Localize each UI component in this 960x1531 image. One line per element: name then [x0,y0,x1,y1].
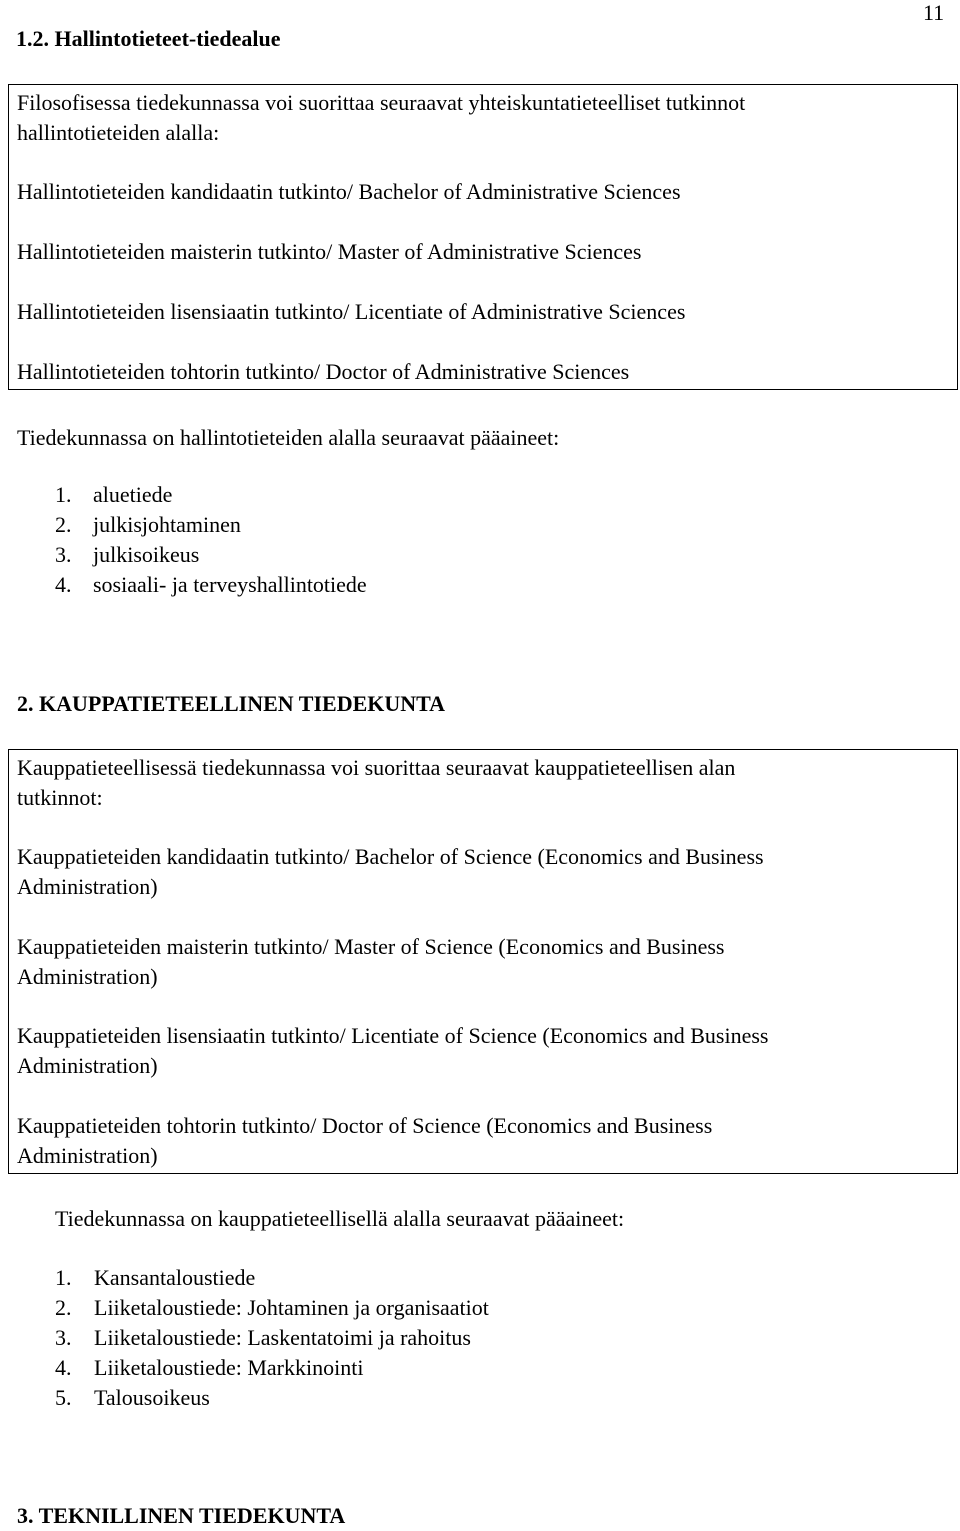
degree-item: Kauppatieteiden lisensiaatin tutkinto/ Licentiate of Science (Economics and Business [17,1023,769,1048]
list-text: aluetiede [93,482,173,507]
degree-item: Kauppatieteiden maisterin tutkinto/ Master of Science (Economics and Business [17,934,725,959]
list-item [55,480,367,510]
degree-item: Kauppatieteiden tohtorin tutkinto/ Doctor of Science (Economics and Business [17,1113,713,1138]
list-item [55,570,367,600]
section-heading-1-2: 1.2. Hallintotieteet-tiedealue [16,26,281,51]
list-item [55,1383,489,1413]
intro-text: tutkinnot: [17,785,103,810]
list-text: julkisoikeus [93,542,200,567]
list-item [55,1353,489,1383]
degree-item: Administration) [17,1053,158,1078]
list-number: 2. [55,1295,72,1320]
list-number: 1. [55,482,72,507]
intro-text: hallintotieteiden alalla: [17,120,220,145]
list-number: 4. [55,572,72,597]
section-heading-2: 2. KAUPPATIETEELLINEN TIEDEKUNTA [17,691,446,716]
list-item [55,540,367,570]
degree-item: Administration) [17,1143,158,1168]
list-number: 3. [55,542,72,567]
page-number: 11 [923,0,945,25]
list-item [55,1263,489,1293]
degree-item: Hallintotieteiden maisterin tutkinto/ Master of Administrative Sciences [17,239,642,264]
list-item [55,1323,489,1353]
list-number: 5. [55,1385,72,1410]
list-item [55,1293,489,1323]
list-number: 3. [55,1325,72,1350]
list-number: 4. [55,1355,72,1380]
list-text: Liiketaloustiede: Laskentatoimi ja rahoitus [94,1325,471,1350]
section-heading-3: 3. TEKNILLINEN TIEDEKUNTA [17,1503,346,1528]
list-item [55,510,367,540]
intro-text: Filosofisessa tiedekunnassa voi suorittaa seuraavat yhteiskuntatieteelliset tutkinnot [17,90,746,115]
list-text: Liiketaloustiede: Johtaminen ja organisaatiot [94,1295,489,1320]
majors-intro: Tiedekunnassa on hallintotieteiden alalla seuraavat pääaineet: [17,425,560,450]
majors-intro: Tiedekunnassa on kauppatieteellisellä alalla seuraavat pääaineet: [55,1206,625,1231]
majors-list-business [55,1263,489,1413]
list-number: 1. [55,1265,72,1290]
list-text: sosiaali- ja terveyshallintotiede [93,572,367,597]
list-text: julkisjohtaminen [93,512,241,537]
list-number: 2. [55,512,72,537]
degree-item: Hallintotieteiden kandidaatin tutkinto/ Bachelor of Administrative Sciences [17,179,681,204]
degree-item: Administration) [17,874,158,899]
degree-item: Hallintotieteiden tohtorin tutkinto/ Doctor of Administrative Sciences [17,359,630,384]
majors-list-administrative [55,480,367,600]
degree-item: Kauppatieteiden kandidaatin tutkinto/ Bachelor of Science (Economics and Business [17,844,764,869]
degree-item: Administration) [17,964,158,989]
intro-text: Kauppatieteellisessä tiedekunnassa voi suorittaa seuraavat kauppatieteellisen alan [17,755,736,780]
list-text: Liiketaloustiede: Markkinointi [94,1355,364,1380]
degree-item: Hallintotieteiden lisensiaatin tutkinto/ Licentiate of Administrative Sciences [17,299,686,324]
list-text: Talousoikeus [94,1385,210,1410]
list-text: Kansantaloustiede [94,1265,256,1290]
